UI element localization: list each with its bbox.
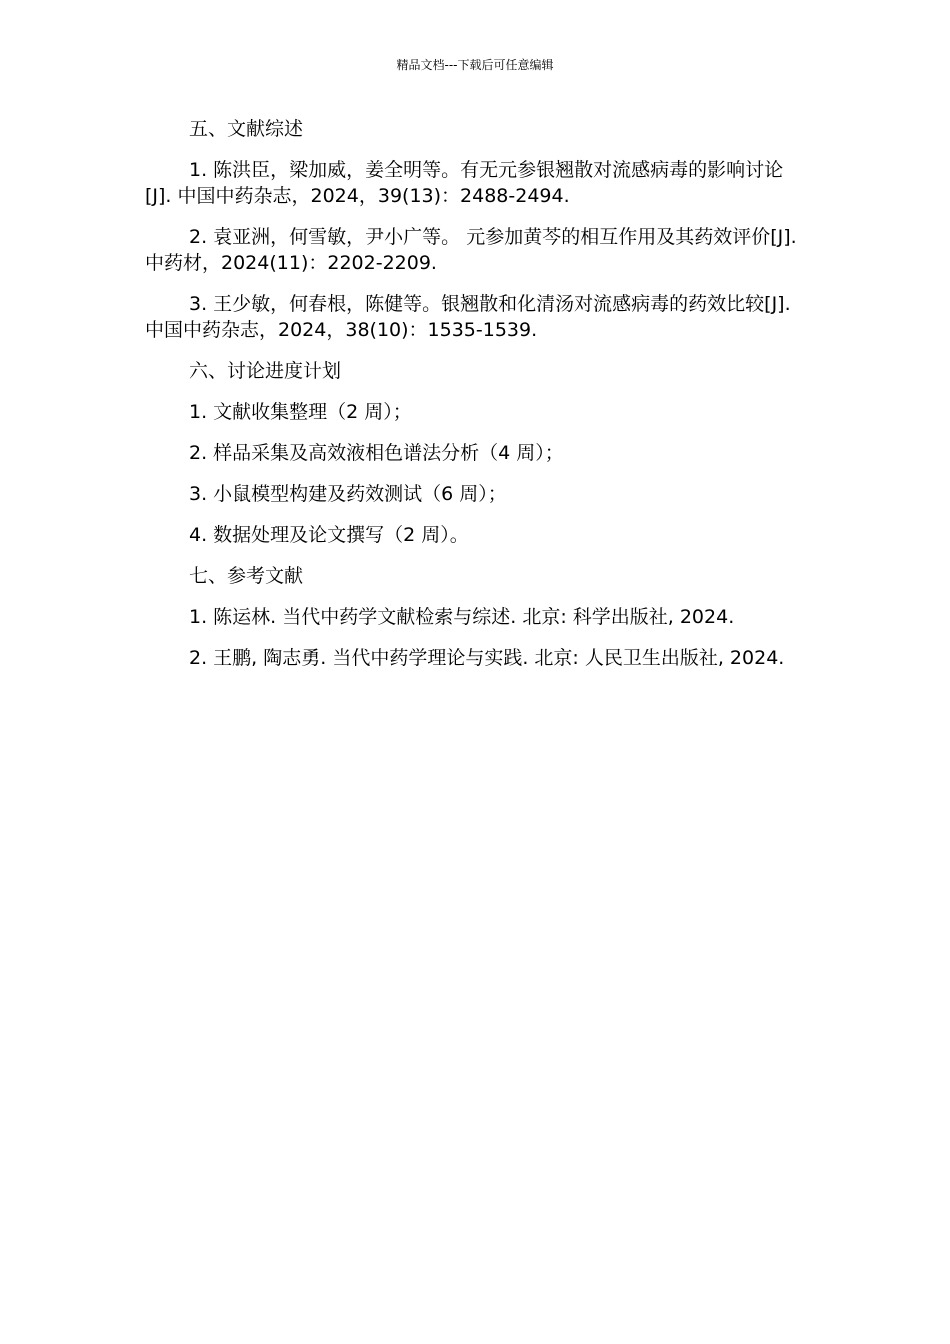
section-heading-schedule: 六、讨论进度计划: [189, 360, 342, 382]
review-reference-3: 3. 王少敏，何春根，陈健等。银翘散和化清汤对流感病毒的药效比较[J]. 中国中药杂志，2024，38(10)：1535-1539.: [145, 293, 791, 341]
reference-2: 2. 王鹏, 陶志勇. 当代中药学理论与实践. 北京: 人民卫生出版社, 2024.: [189, 647, 785, 669]
section-heading-references: 七、参考文献: [189, 565, 304, 587]
section-heading-literature-review: 五、文献综述: [189, 118, 304, 140]
schedule-item-4: 4. 数据处理及论文撰写（2 周）。: [189, 524, 469, 546]
schedule-item-3: 3. 小鼠模型构建及药效测试（6 周）；: [189, 483, 507, 505]
document-body: [145, 116, 807, 686]
schedule-item-2: 2. 样品采集及高效液相色谱法分析（4 周）；: [189, 442, 564, 464]
review-reference-2: 2. 袁亚洲，何雪敏，尹小广等。 元参加黄芩的相互作用及其药效评价[J]. 中药材，2024(11)：2202-2209.: [145, 226, 797, 274]
page-header: 精品文档---下载后可任意编辑: [396, 58, 554, 72]
review-reference-1: 1. 陈洪臣，梁加威，姜全明等。有无元参银翘散对流感病毒的影响讨论[J]. 中国中药杂志，2024，39(13)：2488-2494.: [145, 159, 784, 207]
reference-1: 1. 陈运林. 当代中药学文献检索与综述. 北京: 科学出版社, 2024.: [189, 606, 735, 628]
schedule-item-1: 1. 文献收集整理（2 周）；: [189, 401, 412, 423]
